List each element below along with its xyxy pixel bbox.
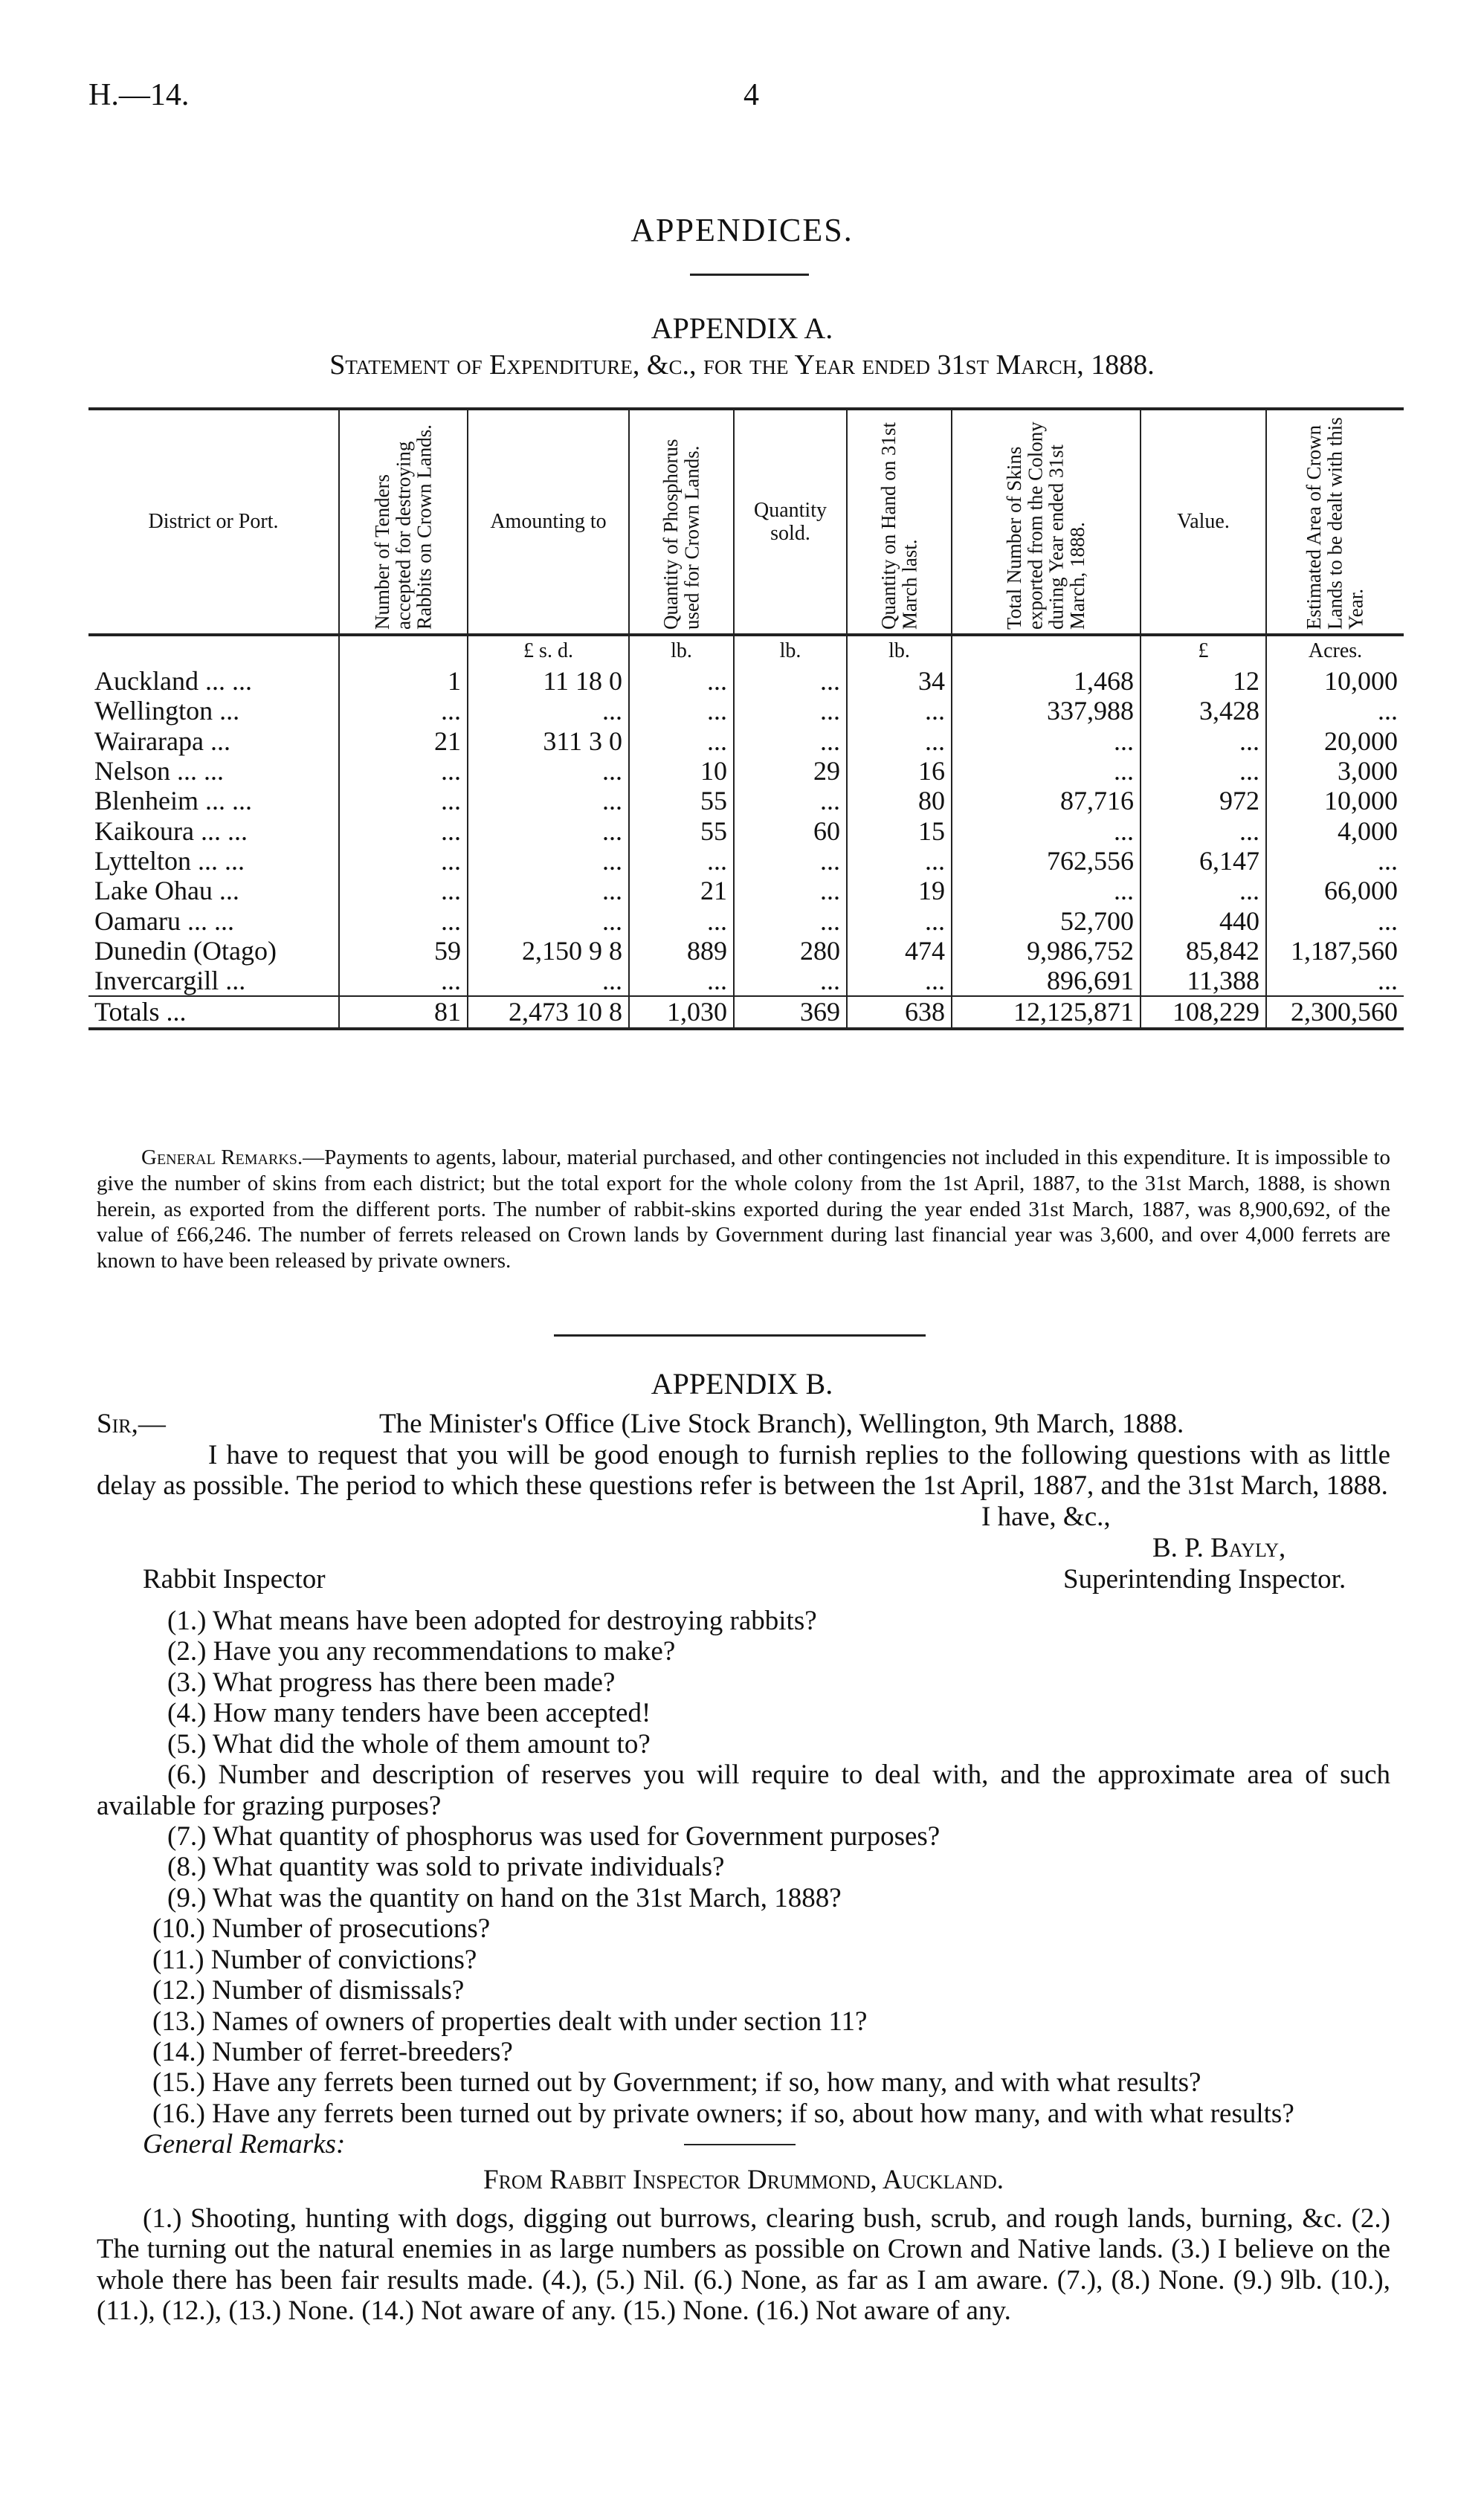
row-label: Wairarapa ... (94, 726, 230, 756)
cell: ... (1141, 876, 1266, 905)
column-header (847, 409, 952, 635)
cell: 1,187,560 (1266, 936, 1404, 966)
cell: ... (952, 876, 1141, 905)
letter-body: I have to request that you will be good enough to furnish replies to the following questions with as little delay as possible. The period to which these questions refer is between the 1st April, 1887, and the 31st March, 1888. (97, 1440, 1390, 1502)
column-header (468, 409, 629, 635)
cell: 896,691 (952, 966, 1141, 996)
column-header-label: Amounting to (490, 510, 607, 534)
cell: 474 (847, 936, 952, 966)
cell: 337,988 (952, 696, 1141, 726)
cell: 87,716 (952, 786, 1141, 815)
cell: ... (952, 756, 1141, 786)
cell: 20,000 (1266, 726, 1404, 756)
column-header-label: Number of Tenders accepted for destroying Rabbits on Crown Lands. (370, 424, 436, 630)
cell: ... (847, 966, 952, 996)
question-item: (6.) Number and description of reserves you will require to deal with, and the approximate area of such available for grazing purposes? (97, 1760, 1390, 1821)
salutation: Sir,— (97, 1409, 166, 1439)
cell: ... (629, 906, 734, 936)
document-reference: H.—14. (88, 78, 190, 112)
table-row (88, 696, 1404, 726)
row-label: Lyttelton ... ... (94, 845, 245, 876)
row-label: Blenheim ... ... (94, 786, 252, 816)
cell: £ s. d. (468, 635, 629, 666)
cell: ... (629, 666, 734, 696)
cell: 638 (847, 996, 952, 1028)
table-row (88, 816, 1404, 846)
cell: 9,986,752 (952, 936, 1141, 966)
cell: 762,556 (952, 846, 1141, 876)
cell: ... (339, 816, 468, 846)
cell: ... (734, 966, 847, 996)
row-label: Lake Ohau ... (94, 876, 239, 906)
divider (690, 274, 809, 276)
cell: Acres. (1266, 635, 1404, 666)
row-label: Wellington ... (94, 696, 240, 726)
cell: ... (734, 876, 847, 905)
cell: 972 (1141, 786, 1266, 815)
question-item: (1.) What means have been adopted for destroying rabbits? (167, 1605, 817, 1636)
question-item: (16.) Have any ferrets been turned out by private owners; if so, about how many, and with what results? (152, 2098, 1294, 2129)
cell: ... (468, 906, 629, 936)
table-row (88, 966, 1404, 996)
row-label: Totals ... (88, 996, 339, 1028)
cell: lb. (847, 635, 952, 666)
cell: 440 (1141, 906, 1266, 936)
cell: 59 (339, 936, 468, 966)
cell: 21 (339, 726, 468, 756)
cell: 2,150 9 8 (468, 936, 629, 966)
question-item: (11.) Number of convictions? (152, 1944, 477, 1975)
appendix-a-subtitle: Statement of Expenditure, &c., for the Year ended 31st March, 1888. (329, 349, 1155, 381)
table-row (88, 666, 1404, 696)
appendix-a-title: APPENDIX A. (651, 311, 833, 345)
cell: ... (468, 816, 629, 846)
cell: 1,468 (952, 666, 1141, 696)
cell: lb. (734, 635, 847, 666)
cell: ... (629, 696, 734, 726)
cell: ... (734, 726, 847, 756)
cell: ... (734, 846, 847, 876)
column-header (1141, 409, 1266, 635)
cell: ... (629, 966, 734, 996)
cell: ... (339, 696, 468, 726)
table-row (88, 876, 1404, 905)
cell: ... (734, 786, 847, 815)
cell: 3,000 (1266, 756, 1404, 786)
question-item: (14.) Number of ferret-breeders? (152, 2037, 513, 2067)
divider (554, 1334, 926, 1337)
cell: 280 (734, 936, 847, 966)
cell: 15 (847, 816, 952, 846)
table-row (88, 726, 1404, 756)
row-label (88, 635, 339, 666)
cell: 1 (339, 666, 468, 696)
letter (97, 1409, 1390, 2327)
question-item: (15.) Have any ferrets been turned out by Government; if so, how many, and with what results? (152, 2067, 1201, 2099)
cell: ... (339, 966, 468, 996)
table-row (88, 906, 1404, 936)
cell: ... (1266, 966, 1404, 996)
column-header-label: Estimated Area of Crown Lands to be dealt with this Year. (1303, 417, 1368, 630)
cell: ... (468, 786, 629, 815)
row-label: Nelson ... ... (94, 755, 224, 786)
cell: 10,000 (1266, 666, 1404, 696)
cell: ... (952, 726, 1141, 756)
cell: 1,030 (629, 996, 734, 1028)
cell: ... (847, 696, 952, 726)
cell: 29 (734, 756, 847, 786)
cell: 2,300,560 (1266, 996, 1404, 1028)
question-item: (5.) What did the whole of them amount to? (167, 1728, 651, 1760)
row-label: Kaikoura ... ... (94, 815, 248, 846)
cell: ... (1266, 906, 1404, 936)
column-header (629, 409, 734, 635)
question-item: (7.) What quantity of phosphorus was used for Government purposes? (167, 1820, 941, 1852)
cell: 12 (1141, 666, 1266, 696)
cell: 108,229 (1141, 996, 1266, 1028)
cell: ... (468, 876, 629, 905)
row-label: Invercargill ... (94, 966, 246, 996)
question-item: (8.) What quantity was sold to private individuals? (167, 1852, 725, 1883)
column-header (952, 409, 1141, 635)
question-list (97, 1606, 1390, 2129)
cell: 55 (629, 816, 734, 846)
cell: 21 (629, 876, 734, 905)
row-label: Dunedin (Otago) (94, 935, 277, 966)
column-header-label: Quantity on Hand on 31st March last. (877, 422, 921, 630)
question-item: (12.) Number of dismissals? (152, 1975, 465, 2006)
table-row (88, 786, 1404, 815)
cell: 81 (339, 996, 468, 1028)
page-number: 4 (743, 78, 759, 112)
cell: ... (339, 876, 468, 905)
cell: 52,700 (952, 906, 1141, 936)
expenditure-table (88, 407, 1404, 1030)
reply-heading: From Rabbit Inspector Drummond, Auckland. (483, 2165, 1004, 2196)
cell: 2,473 10 8 (468, 996, 629, 1028)
cell: ... (847, 846, 952, 876)
question-item: (13.) Names of owners of properties dealt with under section 11? (152, 2006, 868, 2037)
table-row (88, 756, 1404, 786)
cell (952, 635, 1141, 666)
column-header (339, 409, 468, 635)
column-header-label: Value. (1177, 510, 1230, 534)
cell: lb. (629, 635, 734, 666)
table-row (88, 846, 1404, 876)
cell: ... (734, 666, 847, 696)
column-header (88, 409, 339, 635)
reply-text: (1.) Shooting, hunting with dogs, digging out burrows, clearing bush, scrub, and rough lands, burning, &c. (2.) The turning out the natural enemies in as large numbers as possible on Crown and Native lands. (3.) I believe on the whole there has been fair results made. (4.), (5.) Nil. (6.) None, as far as I am aware. (7.), (8.) None. (9.) 9lb. (10.), (11.), (12.), (13.) None. (14.) Not aware of any. (15.) None. (16.) Not aware of any. (97, 2203, 1390, 2327)
units-row (88, 635, 1404, 666)
cell: 16 (847, 756, 952, 786)
row-label: Oamaru ... ... (94, 905, 234, 936)
appendix-b-title: APPENDIX B. (651, 1367, 833, 1400)
cell: 11,388 (1141, 966, 1266, 996)
totals-row (88, 996, 1404, 1028)
question-item: (4.) How many tenders have been accepted! (167, 1698, 651, 1729)
cell: ... (629, 846, 734, 876)
cell: 60 (734, 816, 847, 846)
cell: 55 (629, 786, 734, 815)
cell: 12,125,871 (952, 996, 1141, 1028)
cell: 19 (847, 876, 952, 905)
cell: 10 (629, 756, 734, 786)
cell: 311 3 0 (468, 726, 629, 756)
general-remarks-label: General Remarks: (143, 2129, 346, 2160)
cell: ... (1141, 726, 1266, 756)
cell: ... (734, 906, 847, 936)
cell: ... (1266, 696, 1404, 726)
cell: ... (952, 816, 1141, 846)
cell: 11 18 0 (468, 666, 629, 696)
column-header-label: Total Number of Skins exported from the Colony during Year ended 31st March, 1888. (1003, 421, 1089, 630)
dateline: The Minister's Office (Live Stock Branch), Wellington, 9th March, 1888. (379, 1409, 1184, 1439)
cell: ... (468, 846, 629, 876)
cell: 10,000 (1266, 786, 1404, 815)
cell: ... (468, 756, 629, 786)
cell: ... (468, 966, 629, 996)
cell: 369 (734, 996, 847, 1028)
row-label: Auckland ... ... (94, 666, 252, 696)
cell: 6,147 (1141, 846, 1266, 876)
column-header (1266, 409, 1404, 635)
cell: ... (468, 696, 629, 726)
cell: ... (629, 726, 734, 756)
question-item: (2.) Have you any recommendations to make? (167, 1636, 676, 1667)
cell: ... (847, 906, 952, 936)
cell: 3,428 (1141, 696, 1266, 726)
signature-title: Superintending Inspector. (1063, 1563, 1346, 1595)
general-remarks: General Remarks.—Payments to agents, labour, material purchased, and other contingencies not included in this expenditure. It is impossible to give the number of skins from each district; but the total export for the whole colony from the 1st April, 1887, to the 31st March, 1888, is shown herein, as exported from the different ports. The number of rabbit-skins exported during the year ended 31st March, 1887, was 8,900,692, of the value of £66,246. The number of ferrets released on Crown lands by Government during last financial year was 3,600, and over 4,000 ferrets are known to have been released by private owners. (97, 1146, 1391, 1273)
cell (339, 635, 468, 666)
cell: ... (734, 696, 847, 726)
closing: I have, &c., (981, 1501, 1111, 1532)
column-header-label: District or Port. (148, 510, 279, 534)
cell: 34 (847, 666, 952, 696)
divider (684, 2144, 796, 2145)
question-item: (3.) What progress has there been made? (167, 1667, 616, 1698)
cell: 80 (847, 786, 952, 815)
question-item: (9.) What was the quantity on hand on the 31st March, 1888? (167, 1882, 842, 1913)
question-item: (10.) Number of prosecutions? (152, 1913, 491, 1945)
column-header-label: Quantity of Phosphorus used for Crown Lands. (659, 439, 703, 630)
page-title: APPENDICES. (630, 212, 854, 248)
cell: ... (339, 906, 468, 936)
addressee: Rabbit Inspector (143, 1563, 326, 1595)
cell: 889 (629, 936, 734, 966)
cell: 66,000 (1266, 876, 1404, 905)
cell: ... (1141, 816, 1266, 846)
signature: B. P. Bayly, (1152, 1532, 1286, 1563)
cell: ... (339, 786, 468, 815)
cell: ... (1266, 846, 1404, 876)
cell: ... (1141, 756, 1266, 786)
cell: £ (1141, 635, 1266, 666)
cell: ... (847, 726, 952, 756)
cell: ... (339, 756, 468, 786)
cell: 85,842 (1141, 936, 1266, 966)
column-header-label: Quantity sold. (754, 498, 827, 545)
table-row (88, 936, 1404, 966)
cell: ... (339, 846, 468, 876)
cell: 4,000 (1266, 816, 1404, 846)
column-header (734, 409, 847, 635)
